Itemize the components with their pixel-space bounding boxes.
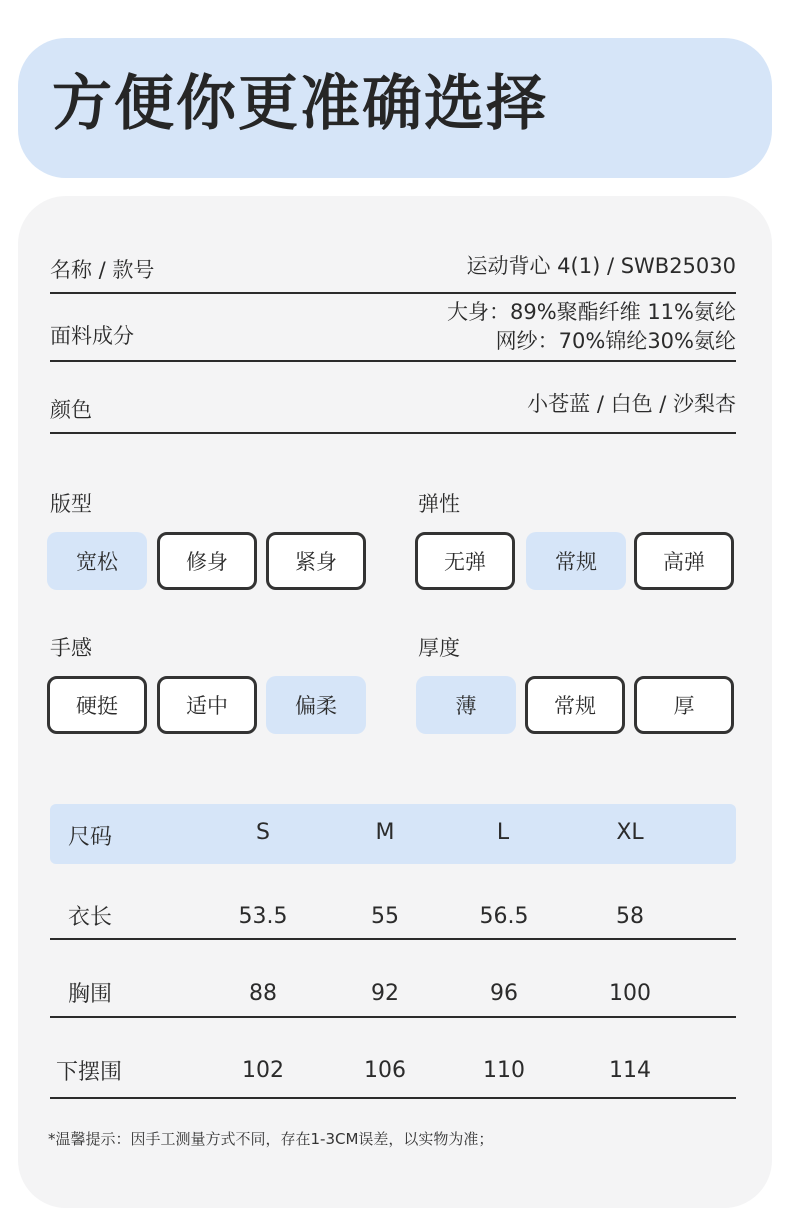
elasticity-option-none: 无弹	[415, 532, 515, 590]
row-divider	[50, 1016, 736, 1018]
row-label-chest: 胸围	[68, 982, 113, 1007]
thickness-option-normal: 常规	[525, 676, 625, 734]
feel-option-stiff: 硬挺	[47, 676, 147, 734]
table-cell: 96	[490, 981, 518, 1006]
table-cell: 56.5	[479, 904, 529, 929]
table-cell: 58	[616, 904, 644, 929]
table-cell: 92	[371, 981, 399, 1006]
fit-label: 版型	[50, 492, 92, 516]
size-header-s: S	[256, 820, 270, 845]
measurement-note: *温馨提示：因手工测量方式不同，存在1-3CM误差，以实物为准；	[48, 1130, 494, 1148]
info-value-name: 运动背心 4(1) / SWB25030	[466, 254, 736, 278]
feel-option-medium: 适中	[157, 676, 257, 734]
info-row-color	[50, 362, 736, 434]
size-header-label: 尺码	[68, 825, 113, 850]
elasticity-label: 弹性	[418, 492, 460, 516]
size-header-l: L	[496, 820, 510, 845]
thickness-label: 厚度	[418, 636, 460, 660]
info-label-color: 颜色	[50, 398, 92, 422]
row-divider	[50, 938, 736, 940]
feel-label: 手感	[50, 636, 92, 660]
elasticity-option-normal: 常规	[526, 532, 626, 590]
table-cell: 106	[364, 1058, 406, 1083]
table-cell: 88	[249, 981, 277, 1006]
table-cell: 110	[483, 1058, 525, 1083]
info-value-color: 小苍蓝 / 白色 / 沙梨杏	[527, 392, 736, 416]
thickness-option-thick: 厚	[634, 676, 734, 734]
page-title: 方便你更准确选择	[52, 69, 548, 139]
info-row-fabric	[50, 294, 736, 362]
table-cell: 55	[371, 904, 399, 929]
info-label-name: 名称 / 款号	[50, 258, 155, 282]
info-value-fabric-mesh: 网纱：70%锦纶30%氨纶	[495, 329, 736, 353]
elasticity-option-high: 高弹	[634, 532, 734, 590]
row-divider	[50, 1097, 736, 1099]
table-cell: 114	[609, 1058, 651, 1083]
spec-card	[18, 196, 772, 1208]
fit-option-slim: 修身	[157, 532, 257, 590]
row-label-hem: 下摆围	[56, 1060, 123, 1085]
size-header-xl: XL	[616, 820, 644, 845]
thickness-option-thin: 薄	[416, 676, 516, 734]
row-label-length: 衣长	[68, 905, 113, 930]
table-cell: 100	[609, 981, 651, 1006]
fit-option-loose: 宽松	[47, 532, 147, 590]
feel-option-soft: 偏柔	[266, 676, 366, 734]
table-cell: 102	[242, 1058, 284, 1083]
info-label-fabric: 面料成分	[50, 324, 134, 348]
info-row-name	[50, 248, 736, 294]
fit-option-tight: 紧身	[266, 532, 366, 590]
size-table-header	[50, 804, 736, 864]
header-banner	[18, 38, 772, 178]
size-header-m: M	[375, 820, 395, 845]
info-value-fabric-body: 大身：89%聚酯纤维 11%氨纶	[446, 300, 736, 324]
table-cell: 53.5	[238, 904, 288, 929]
